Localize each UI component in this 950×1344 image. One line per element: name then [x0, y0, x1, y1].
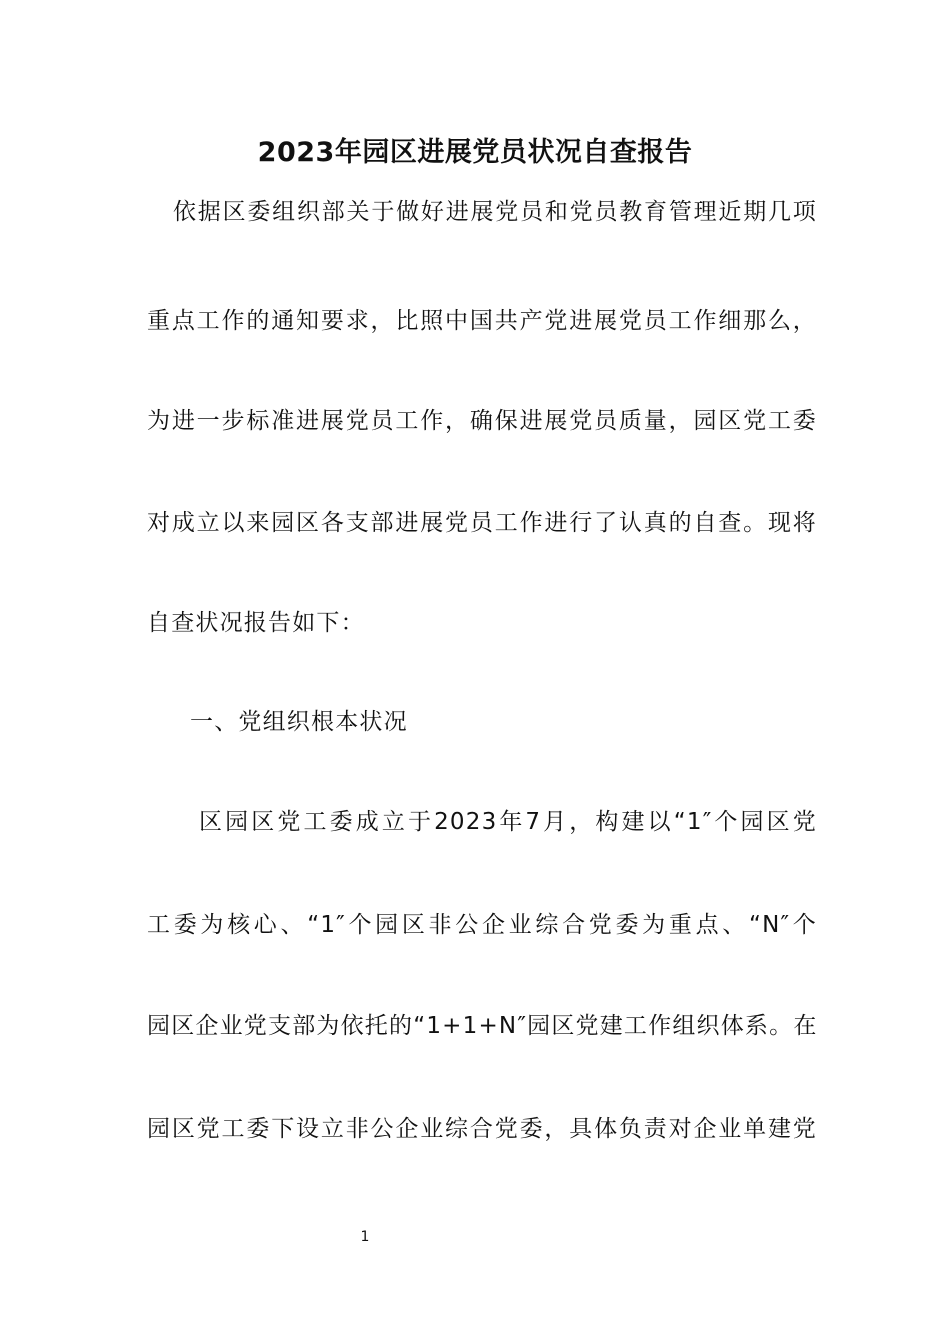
paragraph-line: 园区党工委下设立非公企业综合党委，具体负责对企业单建党: [147, 1116, 817, 1142]
paragraph-line: 为进一步标准进展党员工作，确保进展党员质量，园区党工委: [147, 408, 817, 434]
page-title: 2023年园区进展党员状况自查报告: [257, 137, 693, 168]
paragraph-line: 园区企业党支部为依托的“1+1+N″园区党建工作组织体系。在: [147, 1013, 818, 1039]
paragraph-line: 对成立以来园区各支部进展党员工作进行了认真的自查。现将: [147, 510, 817, 536]
page-number: 1: [360, 1229, 370, 1245]
paragraph-line: 自查状况报告如下：: [147, 610, 365, 636]
paragraph-line: 依据区委组织部关于做好进展党员和党员教育管理近期几项: [173, 199, 817, 225]
paragraph-line: 工委为核心、“1″个园区非公企业综合党委为重点、“N″个: [147, 912, 817, 938]
paragraph-line: 区园区党工委成立于2023年7月，构建以“1″个园区党: [199, 809, 817, 835]
section-heading: 一、党组织根本状况: [190, 709, 408, 735]
paragraph-line: 重点工作的通知要求，比照中国共产党进展党员工作细那么，: [147, 308, 817, 334]
